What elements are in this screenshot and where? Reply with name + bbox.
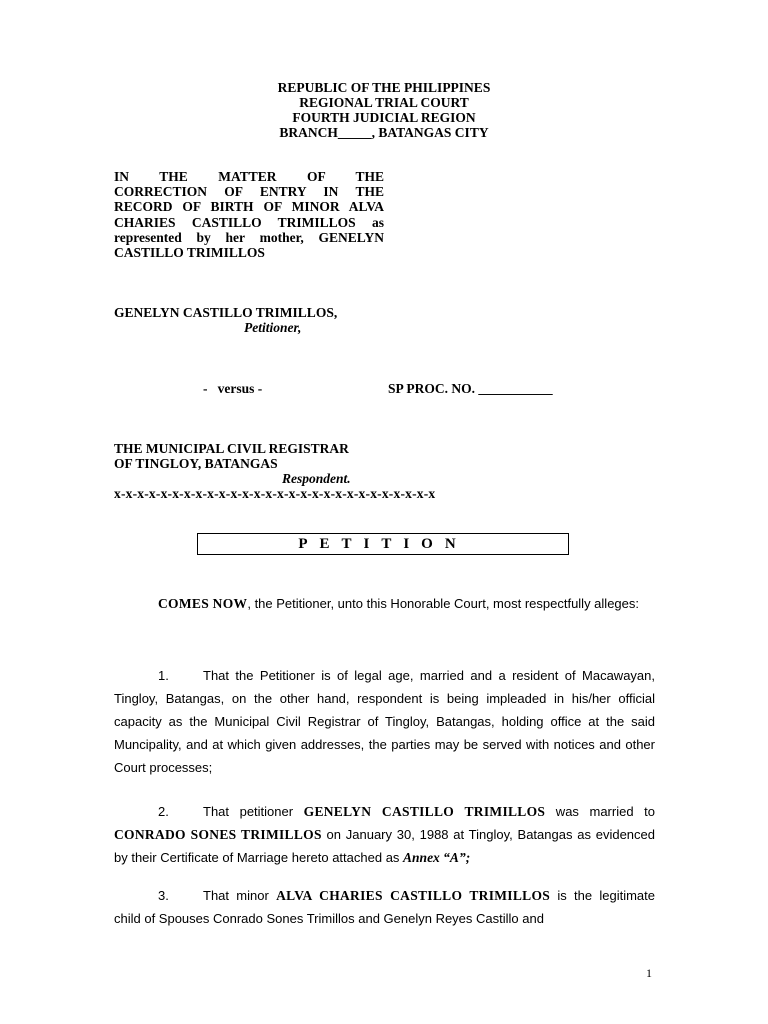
- header-court: REGIONAL TRIAL COURT: [299, 95, 469, 110]
- caption-line: RECORD OF BIRTH OF MINOR ALVA: [114, 199, 384, 215]
- header-branch: BRANCH_____, BATANGAS CITY: [279, 125, 489, 140]
- paragraph-2: [114, 800, 655, 869]
- petition-title: PETITION: [298, 535, 468, 552]
- petitioner-name-inline: GENELYN CASTILLO TRIMILLOS: [303, 804, 546, 819]
- petitioner-role: Petitioner,: [244, 320, 302, 335]
- paragraph-text: is the legitimate child of Spouses Conrado Sones Trimillos and Genelyn Reyes Castillo and: [114, 888, 655, 926]
- respondent-role: Respondent.: [282, 471, 351, 486]
- caption-line: represented by her mother, GENELYN: [114, 229, 384, 245]
- paragraph-number: 2.: [158, 804, 169, 819]
- case-number: SP PROC. NO. ___________: [388, 381, 553, 396]
- header-republic: REPUBLIC OF THE PHILIPPINES: [277, 80, 491, 95]
- paragraph-text: That minor: [203, 888, 277, 903]
- paragraph-number: 3.: [158, 888, 169, 903]
- petition-title-box: [197, 533, 569, 555]
- respondent-name-line2: OF TINGLOY, BATANGAS: [114, 456, 278, 471]
- paragraph-1: [114, 664, 655, 779]
- annex-reference: Annex “A”;: [403, 850, 471, 865]
- page-number: 1: [646, 966, 652, 980]
- petitioner-name: GENELYN CASTILLO TRIMILLOS,: [114, 305, 338, 320]
- caption-line: CORRECTION OF ENTRY IN THE: [114, 184, 384, 200]
- paragraph-text: That the Petitioner is of legal age, married and a resident of Macawayan, Tingloy, Batangas, on the other hand, respondent is being impleaded in his/her official capacity as the Municipal Civil Registrar of Tingloy, Batangas, holding office at the said Muncipality, and at which given addresses, the parties may be served with notices and other Court processes;: [114, 668, 655, 775]
- comes-now: COMES NOW: [158, 596, 248, 611]
- intro-text: , the Petitioner, unto this Honorable Court, most respectfully alleges:: [247, 596, 639, 611]
- caption-line: IN THE MATTER OF THE: [114, 169, 384, 184]
- minor-name-inline: ALVA CHARIES CASTILLO TRIMILLOS: [276, 888, 551, 903]
- intro-paragraph: [114, 589, 655, 618]
- paragraph-text: on January 30, 1988 at Tingloy, Batangas as evidenced by their Certificate of Marriage hereto attached as: [114, 827, 655, 865]
- respondent-name-line1: THE MUNICIPAL CIVIL REGISTRAR: [114, 441, 349, 456]
- paragraph-number: 1.: [158, 668, 169, 683]
- caption-line: CHARIES CASTILLO TRIMILLOS as: [114, 214, 384, 230]
- case-caption-matter: [114, 169, 384, 260]
- paragraph-3: [114, 884, 655, 930]
- header-region: FOURTH JUDICIAL REGION: [292, 110, 476, 125]
- caption-line: CASTILLO TRIMILLOS: [114, 245, 265, 261]
- caption-separator: x-x-x-x-x-x-x-x-x-x-x-x-x-x-x-x-x-x-x-x-x-x-x-x-x-x-x-x: [114, 486, 436, 501]
- paragraph-text: That petitioner: [203, 804, 304, 819]
- versus-label: - versus -: [203, 381, 263, 396]
- paragraph-text: was married to: [545, 804, 655, 819]
- husband-name-inline: CONRADO SONES TRIMILLOS: [114, 827, 322, 842]
